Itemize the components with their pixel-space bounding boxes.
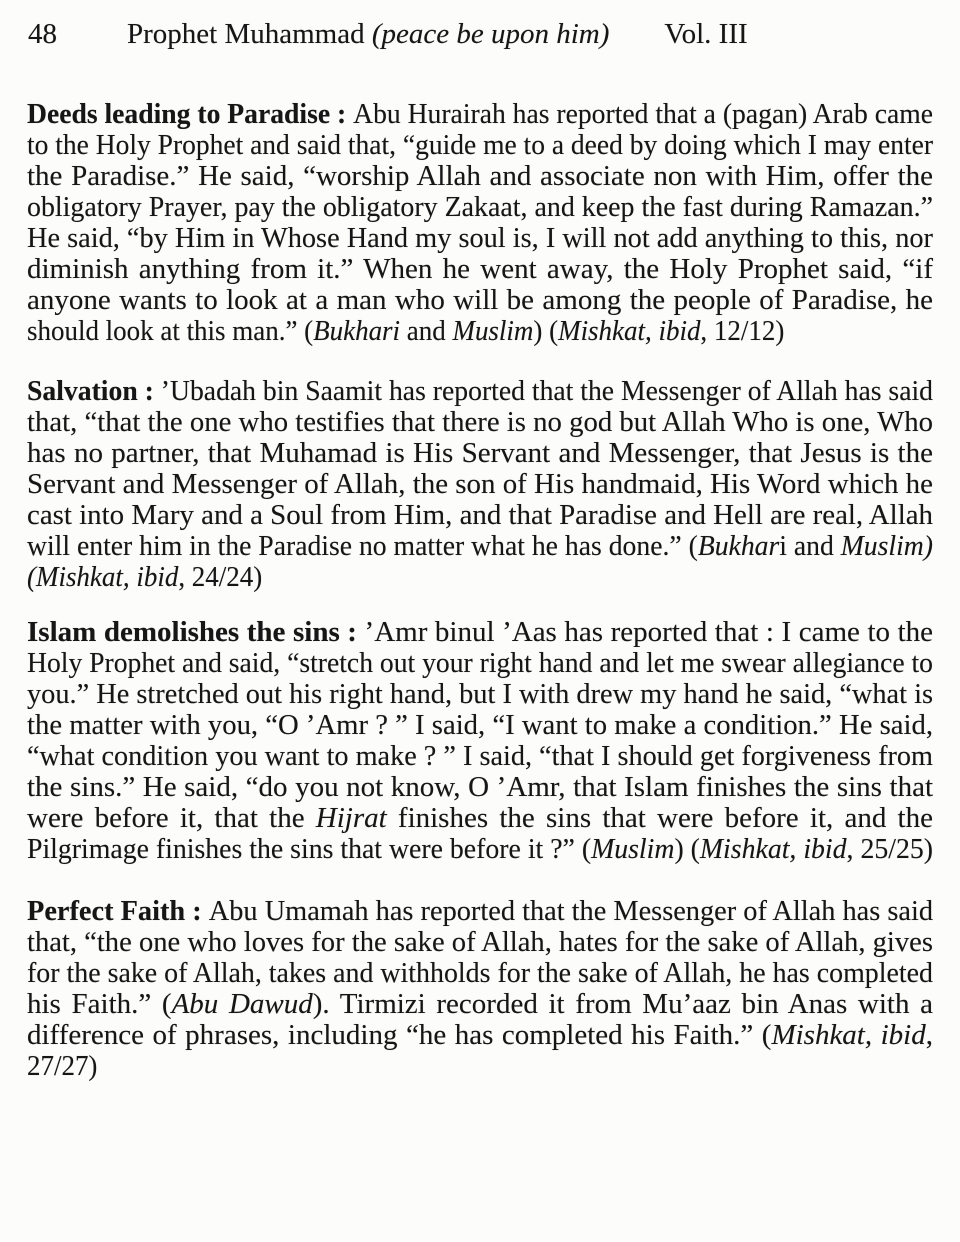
italic-text: Mishkat, ibid [771, 1019, 926, 1051]
text-line [27, 254, 933, 285]
body-text-segment: will enter him in the Paradise no matter what he has done.” ( [27, 530, 698, 562]
text-line-content [27, 989, 933, 1020]
italic-text: Muslim [452, 315, 534, 347]
body-text-segment: for the sake of Allah, takes and withholds for the sake of Allah, he has completed [27, 957, 933, 989]
body-text-segment: finishes the sins that were before it, and the [386, 802, 933, 834]
body-text-segment: should look at this man.” ( [27, 315, 314, 347]
body-text-segment: ) ( [674, 833, 700, 865]
body-text-segment: ). Tirmizi recorded it from Mu’aaz bin Anas with a [312, 988, 933, 1020]
body-text-segment: that, “that the one who testifies that there is no god but Allah Who is one, Who [27, 406, 933, 438]
body-text-segment: , [925, 1019, 933, 1051]
text-line [27, 316, 933, 347]
text-line-content [27, 834, 933, 865]
text-line [27, 192, 933, 223]
body-text-segment: cast into Mary and a Soul from Him, and that Paradise and Hell are real, Allah [27, 499, 933, 531]
italic-text: Mishkat, ibid [699, 833, 847, 865]
italic-text: Abu Dawud [171, 988, 313, 1020]
text-line [27, 99, 933, 130]
body-text-segment: Holy Prophet and said, “stretch out your right hand and let me swear allegiance to [27, 647, 933, 679]
text-line-content [27, 1020, 933, 1051]
body-text-segment: that, “the one who loves for the sake of Allah, hates for the sake of Allah, gives [27, 926, 933, 958]
text-line [27, 376, 933, 407]
italic-text: Bukhar [697, 530, 780, 562]
section-heading: Perfect Faith : [27, 895, 209, 927]
body-text-segment: Servant and Messenger of Allah, the son of His handmaid, His Word which he [27, 468, 933, 500]
text-line-content [27, 500, 933, 531]
text-line-content [27, 531, 933, 562]
text-line [27, 617, 933, 648]
text-line [27, 772, 933, 803]
body-text-segment: Abu Hurairah has reported that a (pagan) Arab came [353, 98, 934, 130]
body-text-segment: Pilgrimage finishes the sins that were before it ?” ( [27, 833, 592, 865]
body-text-segment: his Faith.” ( [27, 988, 172, 1020]
running-title-text: Prophet Muhammad [127, 18, 372, 50]
body-text-segment: , 25/25) [846, 833, 933, 865]
text-line-content [27, 710, 933, 741]
running-title-italic: (peace be upon him) [371, 18, 610, 50]
body-text-segment: has no partner, that Muhamad is His Servant and Messenger, that Jesus is the [27, 437, 933, 469]
section-heading: Deeds leading to Paradise : [27, 98, 354, 130]
text-line-content [27, 285, 933, 316]
body-text-segment: anyone wants to look at a man who will be among the people of Paradise, he [27, 284, 933, 316]
volume-label: Vol. III [664, 18, 748, 50]
text-line-content [27, 438, 933, 469]
text-line [27, 896, 933, 927]
body-text-segment: ’Ubadah bin Saamit has reported that the Messenger of Allah has said [160, 375, 933, 407]
text-line-content [27, 679, 933, 710]
text-line [27, 438, 933, 469]
text-line [27, 285, 933, 316]
text-line-content [27, 1051, 97, 1082]
section-heading: Salvation : [27, 375, 161, 407]
paragraph [27, 617, 933, 865]
text-line-content [27, 161, 933, 192]
body-text-segment: ’Amr binul ’Aas has reported that : I came to the [364, 616, 933, 648]
paragraph [27, 376, 933, 593]
running-title [127, 19, 609, 50]
body-text-segment: , 24/24) [178, 561, 263, 593]
body-text-segment: “what condition you want to make ? ” I said, “that I should get forgiveness from [27, 740, 933, 772]
body-text-segment: you.” He stretched out his right hand, but I with drew my hand he said, “what is [27, 678, 933, 710]
text-line-content [27, 896, 933, 927]
text-line [27, 469, 933, 500]
body-text-segment: were before it, that the [27, 802, 316, 834]
text-line [27, 834, 933, 865]
italic-text: Muslim [591, 833, 675, 865]
text-line-content [27, 223, 933, 254]
text-line-content [27, 927, 933, 958]
body-text-segment: ) ( [533, 315, 559, 347]
body-text-segment: obligatory Prayer, pay the obligatory Zakaat, and keep the fast during Ramazan.” [27, 191, 933, 223]
text-line [27, 679, 933, 710]
text-line-content [27, 741, 933, 772]
text-line [27, 500, 933, 531]
text-line [27, 1020, 933, 1051]
body-text-segment: and [400, 315, 453, 347]
body-text-segment: i and [779, 530, 841, 562]
body-text-segment: the sins.” He said, “do you not know, O ’Amr, that Islam finishes the sins that [27, 771, 933, 803]
text-line-content [27, 192, 933, 223]
text-line-content [27, 803, 933, 834]
text-line-content [27, 772, 933, 803]
text-line [27, 130, 933, 161]
text-line [27, 1051, 933, 1082]
text-line-content [27, 958, 933, 989]
text-line [27, 741, 933, 772]
text-line [27, 803, 933, 834]
text-line-content [27, 99, 933, 130]
body-text-segment: the Paradise.” He said, “worship Allah and associate non with Him, offer the [27, 160, 933, 192]
text-line [27, 223, 933, 254]
italic-text: Bukhari [313, 315, 401, 347]
body-text-segment: He said, “by Him in Whose Hand my soul is, I will not add anything to this, nor [27, 222, 933, 254]
body-text-segment: 27/27) [27, 1050, 98, 1082]
page-number: 48 [28, 18, 57, 50]
page-header [0, 0, 960, 50]
italic-text: Muslim) [840, 530, 933, 562]
paragraph [27, 99, 933, 347]
text-line [27, 562, 933, 593]
text-line-content [27, 648, 933, 679]
body-text-segment: , 12/12) [700, 315, 785, 347]
text-line-content [27, 562, 262, 593]
text-line-content [27, 407, 933, 438]
section-heading: Islam demolishes the sins : [27, 616, 365, 648]
page-body [0, 99, 960, 1082]
italic-text: Hijrat [315, 802, 387, 834]
text-line-content [27, 376, 933, 407]
italic-text: (Mishkat, ibid [27, 561, 179, 593]
text-line-content [27, 469, 933, 500]
text-line [27, 989, 933, 1020]
text-line [27, 927, 933, 958]
text-line [27, 710, 933, 741]
text-line-content [27, 254, 933, 285]
body-text-segment: Abu Umamah has reported that the Messenger of Allah has said [208, 895, 933, 927]
body-text-segment: the matter with you, “O ’Amr ? ” I said, “I want to make a condition.” He said, [27, 709, 933, 741]
body-text-segment: to the Holy Prophet and said that, “guide me to a deed by doing which I may enter [27, 129, 933, 161]
text-line-content [27, 617, 933, 648]
text-line [27, 161, 933, 192]
text-line [27, 531, 933, 562]
text-line-content [27, 130, 933, 161]
text-line [27, 407, 933, 438]
text-line-content [27, 316, 784, 347]
text-line [27, 648, 933, 679]
body-text-segment: difference of phrases, including “he has completed his Faith.” ( [27, 1019, 772, 1051]
italic-text: Mishkat, ibid [558, 315, 701, 347]
body-text-segment: diminish anything from it.” When he went away, the Holy Prophet said, “if [27, 253, 933, 285]
text-line [27, 958, 933, 989]
paragraph [27, 896, 933, 1082]
